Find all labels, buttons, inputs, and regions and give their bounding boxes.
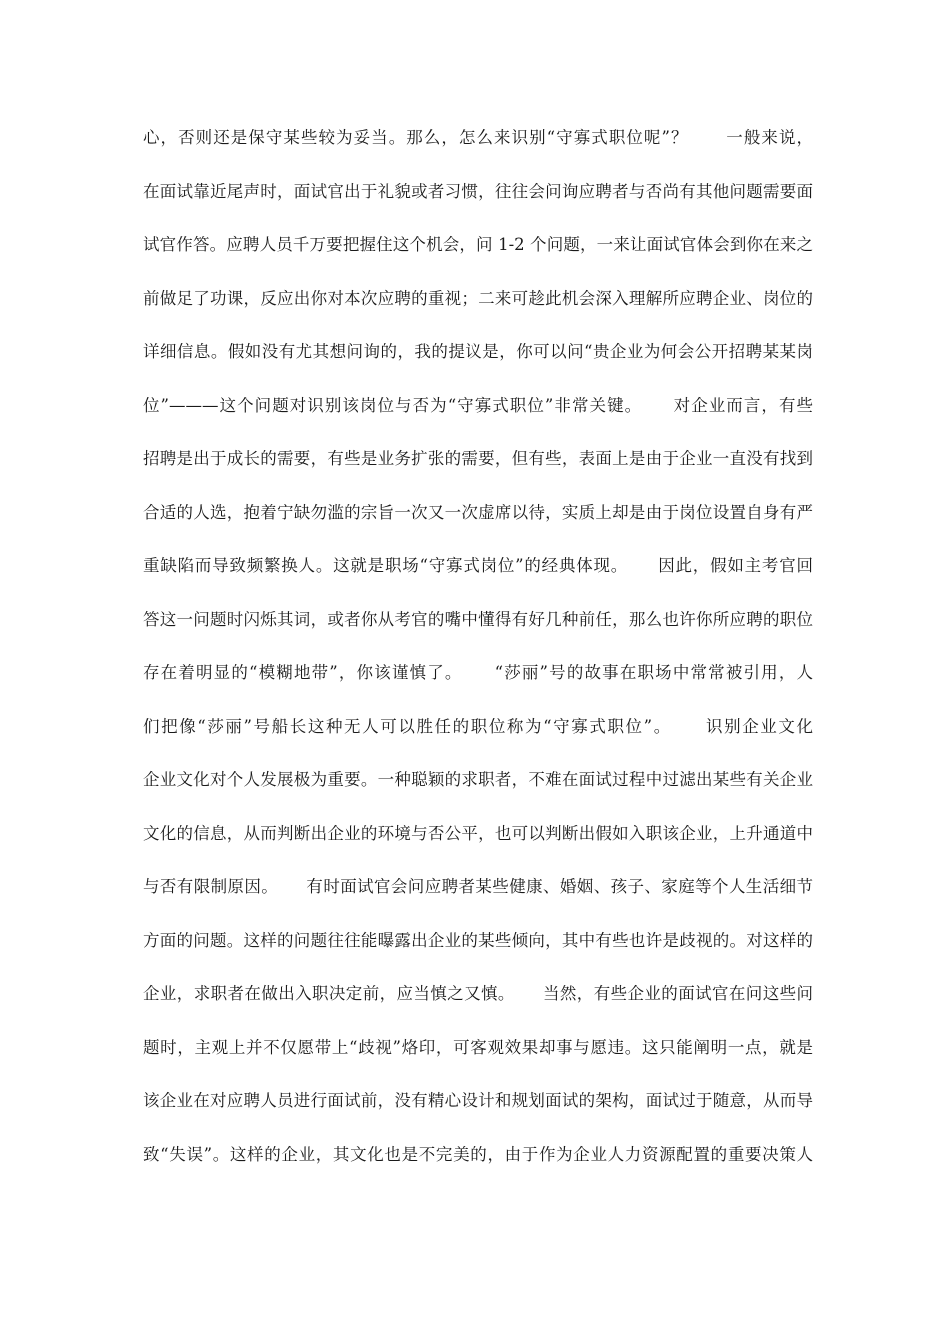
text-line: 详细信息。假如没有尤其想问询的，我的提议是，你可以问“贵企业为何会公开招聘某某岗 xyxy=(143,342,813,361)
text-line: 在面试靠近尾声时，面试官出于礼貌或者习惯，往往会问询应聘者与否尚有其他问题需要面 xyxy=(143,182,813,201)
text-line: 与否有限制原因。 有时面试官会问应聘者某些健康、婚姻、孩子、家庭等个人生活细节 xyxy=(143,877,813,896)
text-line: 企业文化对个人发展极为重要。一种聪颖的求职者，不难在面试过程中过滤出某些有关企业 xyxy=(143,770,813,789)
text-line: 该企业在对应聘人员进行面试前，没有精心设计和规划面试的架构，面试过于随意，从而导 xyxy=(143,1091,813,1110)
text-line: 重缺陷而导致频繁换人。这就是职场“守寡式岗位”的经典体现。 因此，假如主考官回 xyxy=(143,556,813,575)
text-line: 文化的信息，从而判断出企业的环境与否公平，也可以判断出假如入职该企业，上升通道中 xyxy=(143,824,813,843)
text-line: 合适的人选，抱着宁缺勿滥的宗旨一次又一次虚席以待，实质上却是由于岗位设置自身有严 xyxy=(143,503,813,522)
text-line: 招聘是出于成长的需要，有些是业务扩张的需要，但有些，表面上是由于企业一直没有找到 xyxy=(143,449,813,468)
text-line: 企业，求职者在做出入职决定前，应当慎之又慎。 当然，有些企业的面试官在问这些问 xyxy=(143,984,813,1003)
text-line: 心，否则还是保守某些较为妥当。那么，怎么来识别“守寡式职位呢”？ 一般来说， xyxy=(143,128,813,147)
text-line: 试官作答。应聘人员千万要把握住这个机会，问 1-2 个问题，一来让面试官体会到你在来之 xyxy=(143,235,813,254)
text-line: 位”———这个问题对识别该岗位与否为“守寡式职位”非常关键。 对企业而言，有些 xyxy=(143,396,813,415)
text-line: 答这一问题时闪烁其词，或者你从考官的嘴中懂得有好几种前任，那么也许你所应聘的职位 xyxy=(143,610,813,629)
text-line: 题时，主观上并不仅愿带上“歧视”烙印，可客观效果却事与愿违。这只能阐明一点，就是 xyxy=(143,1038,813,1057)
text-line: 致“失误”。这样的企业，其文化也是不完美的，由于作为企业人力资源配置的重要决策人 xyxy=(143,1145,813,1164)
text-line: 方面的问题。这样的问题往往能曝露出企业的某些倾向，其中有些也许是歧视的。对这样的 xyxy=(143,931,813,950)
text-line: 存在着明显的“模糊地带”，你该谨慎了。 “莎丽”号的故事在职场中常常被引用，人 xyxy=(143,663,813,682)
text-line: 前做足了功课，反应出你对本次应聘的重视；二来可趁此机会深入理解所应聘企业、岗位的 xyxy=(143,289,813,308)
text-line: 们把像“莎丽”号船长这种无人可以胜任的职位称为“守寡式职位”。 识别企业文化 xyxy=(143,717,813,736)
